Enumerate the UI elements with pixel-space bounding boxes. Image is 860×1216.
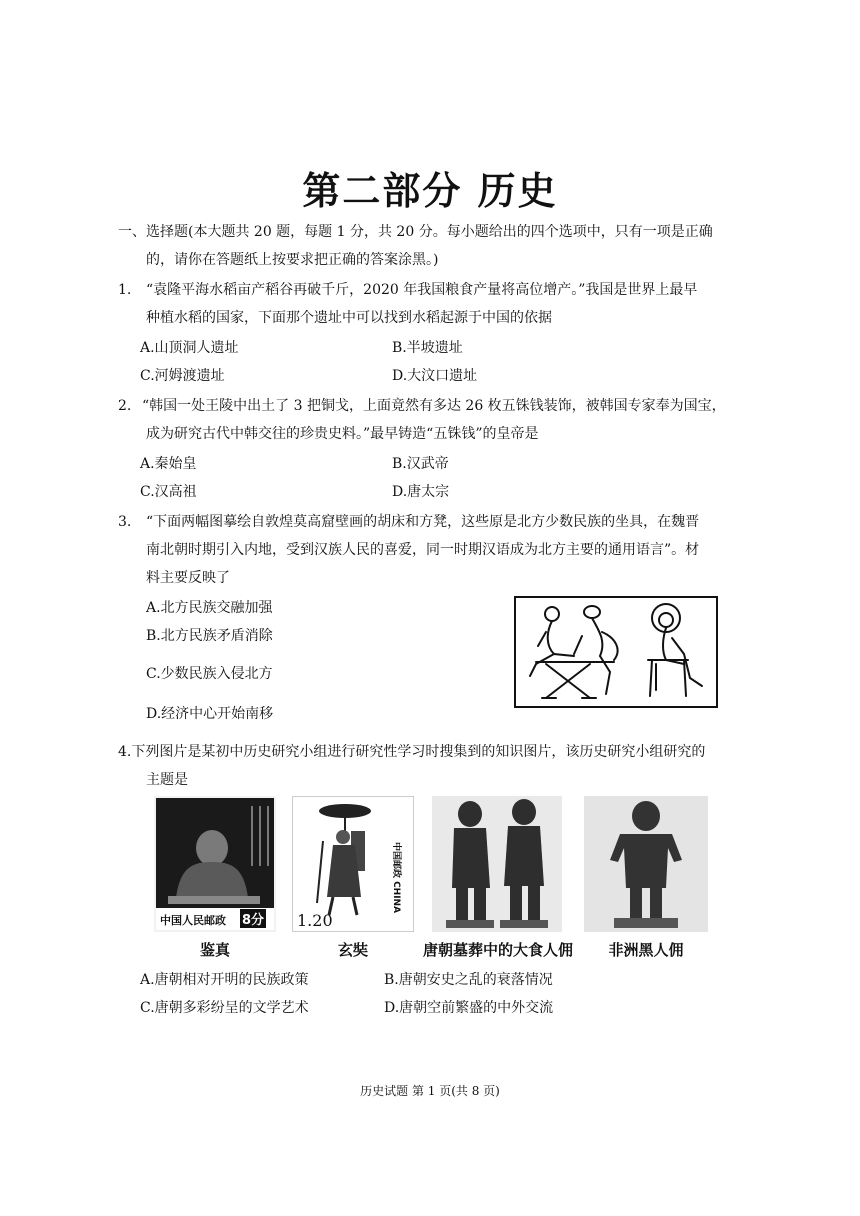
q1-option-c: C.河姆渡遗址 [140, 368, 225, 384]
caption-tang-figurines: 唐朝墓葬中的大食人佣 [422, 941, 573, 959]
q3-mural-stool-drawing [514, 596, 718, 708]
stamp1-value: 8分 [240, 909, 266, 928]
q2-option-c: C.汉高祖 [140, 484, 197, 500]
q4-option-b: B.唐朝安史之乱的衰落情况 [384, 972, 553, 988]
q3-stem-line-1: “下面两幅图摹绘自敦煌莫高窟壁画的胡床和方凳，这些原是北方少数民族的坐具，在魏晋 [146, 514, 700, 530]
q2-stem-line-1: “韩国一处王陵中出土了 3 把铜戈，上面竟然有多达 26 枚五铢钱装饰，被韩国专家奉为国宝， [142, 398, 726, 414]
caption-african-figurine: 非洲黑人佣 [608, 941, 684, 959]
q3-stem-line-2: 南北朝时期引入内地，受到汉族人民的喜爱，同一时期汉语成为北方主要的通用语言”。材 [146, 542, 700, 558]
section-instruction-line-1: 一、选择题(本大题共 20 题，每题 1 分，共 20 分。每小题给出的四个选项中，只有一项是正确 [118, 224, 713, 240]
q1-option-a: A.山顶洞人遗址 [140, 340, 239, 356]
stamp1-label: 中国人民邮政 [160, 914, 226, 927]
q2-stem-line-2: 成为研究古代中韩交往的珍贵史料。”最早铸造“五铢钱”的皇帝是 [146, 426, 539, 442]
q1-stem-line-1: “袁隆平海水稻亩产稻谷再破千斤，2020 年我国粮食产量将高位增产。”我国是世界上最早 [146, 282, 698, 298]
page-footer: 历史试题 第 1 页(共 8 页) [360, 1084, 500, 1098]
tang-tomb-figurines-image [432, 796, 562, 932]
page-title: 第二部分 历史 [302, 168, 558, 213]
caption-jianzhen: 鉴真 [199, 941, 230, 959]
section-instruction-line-2: 的，请你在答题纸上按要求把正确的答案涂黑。) [146, 252, 439, 268]
q3-option-c: C.少数民族入侵北方 [146, 666, 273, 682]
q1-option-b: B.半坡遗址 [392, 340, 463, 356]
xuanzang-stamp-image [292, 796, 414, 932]
jianzhen-stamp-image [154, 796, 276, 932]
q4-option-d: D.唐朝空前繁盛的中外交流 [384, 1000, 554, 1016]
q3-number: 3. [118, 514, 132, 530]
stamp2-value: 1.20 [297, 911, 333, 930]
q4-option-c: C.唐朝多彩纷呈的文学艺术 [140, 1000, 309, 1016]
q4-option-a: A.唐朝相对开明的民族政策 [140, 972, 309, 988]
caption-xuanzang: 玄奘 [337, 941, 368, 959]
q1-option-d: D.大汶口遗址 [392, 368, 478, 384]
q3-option-b: B.北方民族矛盾消除 [146, 628, 273, 644]
african-figurine-image [584, 796, 708, 932]
q4-stem-line-2: 主题是 [146, 772, 188, 788]
q3-option-d: D.经济中心开始南移 [146, 706, 274, 722]
q2-option-a: A.秦始皇 [140, 456, 197, 472]
q1-stem-line-2: 种植水稻的国家，下面那个遗址中可以找到水稻起源于中国的依据 [146, 310, 552, 326]
q2-option-d: D.唐太宗 [392, 484, 450, 500]
q4-stem-line-1: 4.下列图片是某初中历史研究小组进行研究性学习时搜集到的知识图片，该历史研究小组研究的 [118, 744, 706, 760]
q2-number: 2. [118, 398, 132, 414]
q2-option-b: B.汉武帝 [392, 456, 449, 472]
q3-option-a: A.北方民族交融加强 [146, 600, 273, 616]
q3-stem-line-3: 料主要反映了 [146, 570, 230, 586]
q1-number: 1. [118, 282, 132, 298]
stamp2-country: 中国邮政 CHINA [390, 841, 401, 914]
